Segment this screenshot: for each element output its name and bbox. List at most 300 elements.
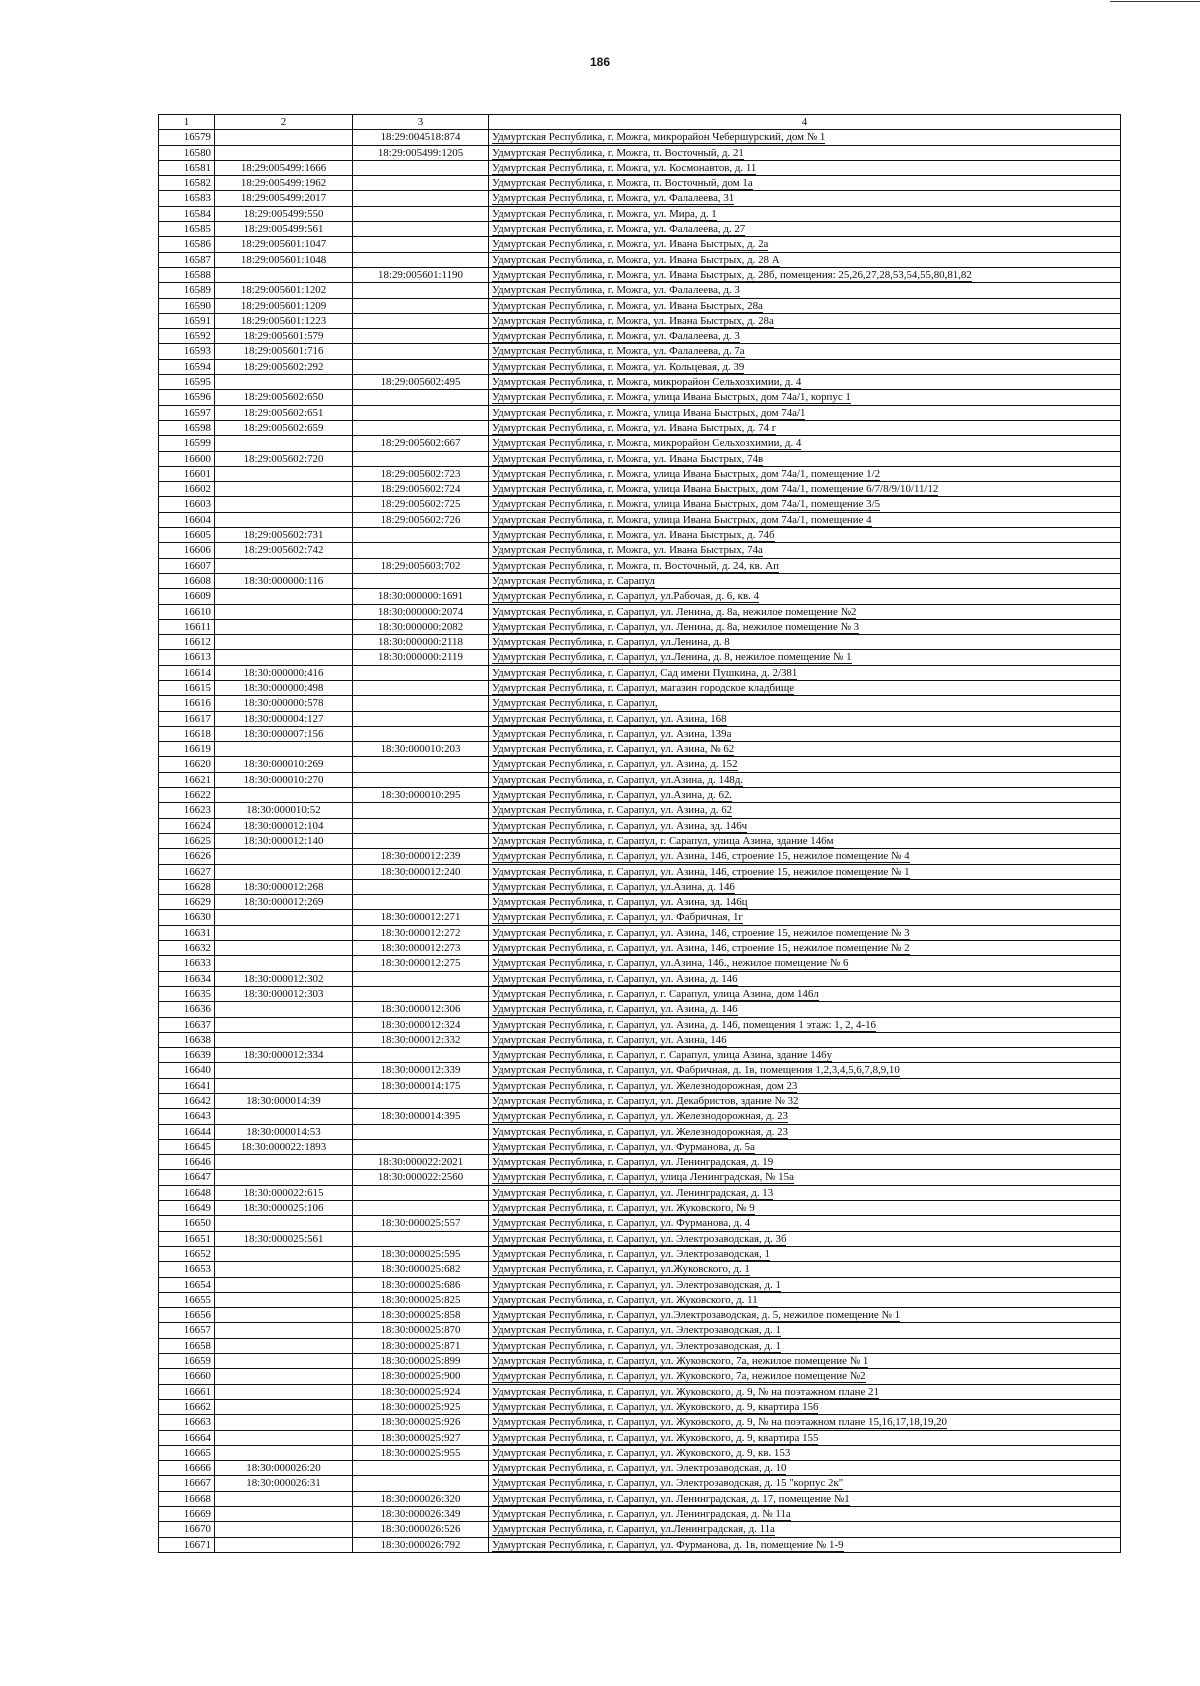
address-text: Удмуртская Республика, г. Сарапул, ул.Азина, д. 62. [492,789,733,802]
row-number-cell: 16626 [159,849,215,864]
land-cadastral-number-cell [215,635,353,650]
row-number-cell: 16648 [159,1185,215,1200]
row-number-cell: 16666 [159,1461,215,1476]
column-header: 2 [215,115,353,130]
address-text: Удмуртская Республика, г. Сарапул, ул. Электрозаводская, д. 1 [492,1278,781,1291]
land-cadastral-number-cell [215,1277,353,1292]
land-cadastral-number-cell [215,1246,353,1261]
land-cadastral-number-cell [215,1032,353,1047]
row-number-cell: 16662 [159,1399,215,1414]
address-text: Удмуртская Республика, г. Можга, п. Восточный, д. 21 [492,146,744,159]
land-cadastral-number-cell [215,497,353,512]
table-row [159,359,1121,374]
land-cadastral-number-cell: 18:29:005601:1048 [215,252,353,267]
land-cadastral-number-cell [215,788,353,803]
table-row [159,1124,1121,1139]
row-number-cell: 16635 [159,986,215,1001]
row-number-cell: 16630 [159,910,215,925]
building-cadastral-number-cell [353,680,489,695]
row-number-cell: 16618 [159,726,215,741]
land-cadastral-number-cell [215,512,353,527]
address-cell [489,298,1121,313]
address-cell [489,313,1121,328]
table-row [159,573,1121,588]
address-cell [489,405,1121,420]
address-text: Удмуртская Республика, г. Сарапул, ул. Азина, 146, строение 15, нежилое помещение № 2 [492,942,910,955]
building-cadastral-number-cell [353,895,489,910]
land-cadastral-number-cell: 18:30:000014:53 [215,1124,353,1139]
address-cell [489,803,1121,818]
address-text: Удмуртская Республика, г. Сарапул, ул.Электрозаводская, д. 5, нежилое помещение № 1 [492,1309,901,1322]
table-row [159,329,1121,344]
address-text: Удмуртская Республика, г. Сарапул, ул. Железнодорожная, дом 23 [492,1079,798,1092]
land-cadastral-number-cell [215,466,353,481]
row-number-cell: 16664 [159,1430,215,1445]
building-cadastral-number-cell: 18:30:000012:272 [353,925,489,940]
address-cell [489,512,1121,527]
address-text: Удмуртская Республика, г. Сарапул, ул. Жуковского, д. 9, кв. 153 [492,1446,791,1459]
row-number-cell: 16667 [159,1476,215,1491]
table-row [159,1491,1121,1506]
address-text: Удмуртская Республика, г. Сарапул, ул.Азина, д. 148д. [492,773,744,786]
land-cadastral-number-cell: 18:30:000000:416 [215,665,353,680]
building-cadastral-number-cell: 18:30:000012:332 [353,1032,489,1047]
address-cell [489,895,1121,910]
row-number-cell: 16596 [159,390,215,405]
row-number-cell: 16608 [159,573,215,588]
address-cell [489,237,1121,252]
row-number-cell: 16606 [159,543,215,558]
address-cell [489,1109,1121,1124]
address-cell [489,528,1121,543]
row-number-cell: 16592 [159,329,215,344]
row-number-cell: 16654 [159,1277,215,1292]
address-text: Удмуртская Республика, г. Можга, ул. Фалалеева, 31 [492,192,735,205]
address-text: Удмуртская Республика, г. Можга, ул. Фалалеева, д. 3 [492,284,740,297]
address-cell [489,619,1121,634]
address-cell [489,375,1121,390]
address-text: Удмуртская Республика, г. Сарапул, ул. Фурманова, д. 4 [492,1217,751,1230]
address-text: Удмуртская Республика, г. Сарапул, ул. Железнодорожная, д. 23 [492,1110,788,1123]
address-cell [489,971,1121,986]
table-row [159,1170,1121,1185]
land-cadastral-number-cell: 18:30:000012:334 [215,1048,353,1063]
row-number-cell: 16657 [159,1323,215,1338]
address-cell [489,757,1121,772]
land-cadastral-number-cell [215,1308,353,1323]
table-row [159,1063,1121,1078]
address-cell [489,1369,1121,1384]
building-cadastral-number-cell: 18:30:000026:526 [353,1522,489,1537]
row-number-cell: 16652 [159,1246,215,1261]
table-row [159,1415,1121,1430]
building-cadastral-number-cell: 18:30:000012:239 [353,849,489,864]
row-number-cell: 16641 [159,1078,215,1093]
table-row [159,941,1121,956]
land-cadastral-number-cell [215,1109,353,1124]
table-row [159,1476,1121,1491]
building-cadastral-number-cell [353,818,489,833]
land-cadastral-number-cell: 18:29:005602:659 [215,420,353,435]
address-cell [489,1384,1121,1399]
land-cadastral-number-cell [215,145,353,160]
row-number-cell: 16623 [159,803,215,818]
building-cadastral-number-cell: 18:30:000025:927 [353,1430,489,1445]
table-row [159,1338,1121,1353]
address-text: Удмуртская Республика, г. Сарапул, ул. Фурманова, д. 1в, помещение № 1-9 [492,1538,844,1551]
building-cadastral-number-cell [353,237,489,252]
building-cadastral-number-cell: 18:30:000025:924 [353,1384,489,1399]
land-cadastral-number-cell: 18:29:005499:561 [215,222,353,237]
table-row [159,1032,1121,1047]
table-row [159,313,1121,328]
column-header: 1 [159,115,215,130]
land-cadastral-number-cell: 18:29:005602:292 [215,359,353,374]
address-text: Удмуртская Республика, г. Сарапул, г. Сарапул, улица Азина, здание 146м [492,834,834,847]
building-cadastral-number-cell: 18:29:005602:667 [353,436,489,451]
address-cell [489,497,1121,512]
address-text: Удмуртская Республика, г. Можга, ул. Ивана Быстрых, д. 2а [492,238,769,251]
row-number-cell: 16593 [159,344,215,359]
address-text: Удмуртская Республика, г. Сарапул, ул.Ленинградская, д. 11а [492,1523,775,1536]
building-cadastral-number-cell [353,1094,489,1109]
address-cell [489,665,1121,680]
land-cadastral-number-cell: 18:30:000010:270 [215,772,353,787]
row-number-cell: 16616 [159,696,215,711]
building-cadastral-number-cell [353,772,489,787]
row-number-cell: 16595 [159,375,215,390]
address-cell [489,1476,1121,1491]
address-text: Удмуртская Республика, г. Можга, ул. Космонавтов, д. 11 [492,161,757,174]
table-row [159,803,1121,818]
row-number-cell: 16617 [159,711,215,726]
table-body [159,130,1121,1553]
table-row [159,298,1121,313]
address-text: Удмуртская Республика, г. Можга, улица Ивана Быстрых, дом 74а/1, помещение 3/5 [492,498,881,511]
building-cadastral-number-cell [353,298,489,313]
address-cell [489,130,1121,145]
building-cadastral-number-cell: 18:29:005499:1205 [353,145,489,160]
address-cell [489,359,1121,374]
table-row [159,1308,1121,1323]
land-cadastral-number-cell: 18:30:000012:268 [215,879,353,894]
address-text: Удмуртская Республика, г. Сарапул, ул. Азина, зд. 146ц [492,896,748,909]
table-row [159,206,1121,221]
building-cadastral-number-cell [353,176,489,191]
address-text: Удмуртская Республика, г. Сарапул, ул. Электрозаводская, д. 1 [492,1339,781,1352]
address-cell [489,344,1121,359]
land-cadastral-number-cell: 18:29:005499:2017 [215,191,353,206]
address-cell [489,604,1121,619]
land-cadastral-number-cell [215,910,353,925]
address-cell [489,1491,1121,1506]
table-row [159,742,1121,757]
land-cadastral-number-cell: 18:30:000025:561 [215,1231,353,1246]
table-row [159,635,1121,650]
table-row [159,1384,1121,1399]
address-cell [489,1522,1121,1537]
row-number-cell: 16632 [159,941,215,956]
row-number-cell: 16619 [159,742,215,757]
table-row [159,696,1121,711]
table-row [159,772,1121,787]
table-row [159,925,1121,940]
land-cadastral-number-cell: 18:29:005602:650 [215,390,353,405]
address-text: Удмуртская Республика, г. Сарапул, ул. Азина, д. 146 [492,972,738,985]
row-number-cell: 16621 [159,772,215,787]
address-text: Удмуртская Республика, г. Сарапул, ул. Азина, № 62 [492,743,735,756]
row-number-cell: 16583 [159,191,215,206]
land-cadastral-number-cell [215,742,353,757]
row-number-cell: 16581 [159,160,215,175]
table-row [159,466,1121,481]
row-number-cell: 16591 [159,313,215,328]
address-text: Удмуртская Республика, г. Сарапул, ул. Жуковского, 7а, нежилое помещение № 1 [492,1355,869,1368]
building-cadastral-number-cell [353,1461,489,1476]
row-number-cell: 16647 [159,1170,215,1185]
address-cell [489,1139,1121,1154]
address-text: Удмуртская Республика, г. Сарапул, ул. Ленинградская, д. 13 [492,1186,774,1199]
building-cadastral-number-cell: 18:30:000000:2118 [353,635,489,650]
land-cadastral-number-cell: 18:29:005602:742 [215,543,353,558]
table-row [159,558,1121,573]
address-text: Удмуртская Республика, г. Сарапул, ул.Азина, д. 146 [492,880,735,893]
table-row [159,971,1121,986]
row-number-cell: 16633 [159,956,215,971]
building-cadastral-number-cell [353,160,489,175]
row-number-cell: 16663 [159,1415,215,1430]
row-number-cell: 16586 [159,237,215,252]
registry-table [158,114,1121,1553]
table-row [159,1292,1121,1307]
address-cell [489,1399,1121,1414]
table-row [159,619,1121,634]
table-row [159,1185,1121,1200]
table-row [159,1002,1121,1017]
address-text: Удмуртская Республика, г. Можга, улица Ивана Быстрых, дом 74а/1 [492,406,806,419]
building-cadastral-number-cell: 18:29:005601:1190 [353,267,489,282]
building-cadastral-number-cell: 18:30:000000:2074 [353,604,489,619]
address-cell [489,1201,1121,1216]
row-number-cell: 16588 [159,267,215,282]
land-cadastral-number-cell [215,1522,353,1537]
table-row [159,1277,1121,1292]
address-text: Удмуртская Республика, г. Сарапул, ул.Азина, 146., нежилое помещение № 6 [492,957,849,970]
building-cadastral-number-cell [353,543,489,558]
address-cell [489,833,1121,848]
address-cell [489,1048,1121,1063]
land-cadastral-number-cell [215,436,353,451]
address-cell [489,680,1121,695]
table-row [159,528,1121,543]
address-text: Удмуртская Республика, г. Сарапул, ул. Фабричная, 1г [492,911,743,924]
address-text: Удмуртская Республика, г. Сарапул, ул. Жуковского, д. 11 [492,1293,758,1306]
row-number-cell: 16656 [159,1308,215,1323]
address-cell [489,543,1121,558]
building-cadastral-number-cell [353,1201,489,1216]
building-cadastral-number-cell: 18:29:005602:723 [353,466,489,481]
address-text: Удмуртская Республика, г. Можга, микрорайон Сельхозхимии, д. 4 [492,376,802,389]
table-row [159,160,1121,175]
building-cadastral-number-cell: 18:29:005602:726 [353,512,489,527]
address-cell [489,1277,1121,1292]
building-cadastral-number-cell [353,726,489,741]
table-row [159,1354,1121,1369]
address-cell [489,1124,1121,1139]
row-number-cell: 16604 [159,512,215,527]
building-cadastral-number-cell: 18:30:000012:324 [353,1017,489,1032]
address-text: Удмуртская Республика, г. Сарапул, магазин городское кладбище [492,681,795,694]
land-cadastral-number-cell [215,604,353,619]
land-cadastral-number-cell: 18:30:000000:498 [215,680,353,695]
table-row [159,1139,1121,1154]
building-cadastral-number-cell: 18:30:000025:925 [353,1399,489,1414]
land-cadastral-number-cell [215,941,353,956]
table-row [159,879,1121,894]
building-cadastral-number-cell [353,833,489,848]
table-row [159,1246,1121,1261]
address-cell [489,879,1121,894]
row-number-cell: 16594 [159,359,215,374]
row-number-cell: 16601 [159,466,215,481]
row-number-cell: 16612 [159,635,215,650]
row-number-cell: 16637 [159,1017,215,1032]
table-row [159,1216,1121,1231]
land-cadastral-number-cell: 18:29:005601:716 [215,344,353,359]
land-cadastral-number-cell [215,130,353,145]
table-row [159,833,1121,848]
row-number-cell: 16598 [159,420,215,435]
table-row [159,1231,1121,1246]
address-cell [489,849,1121,864]
address-cell [489,1155,1121,1170]
land-cadastral-number-cell: 18:30:000026:31 [215,1476,353,1491]
address-cell [489,252,1121,267]
building-cadastral-number-cell: 18:29:005603:702 [353,558,489,573]
building-cadastral-number-cell [353,1124,489,1139]
table-row [159,222,1121,237]
row-number-cell: 16638 [159,1032,215,1047]
row-number-cell: 16611 [159,619,215,634]
address-text: Удмуртская Республика, г. Сарапул, ул.Ленина, д. 8 [492,636,730,649]
row-number-cell: 16609 [159,589,215,604]
land-cadastral-number-cell [215,589,353,604]
land-cadastral-number-cell: 18:30:000007:156 [215,726,353,741]
table-row [159,680,1121,695]
table-row [159,1445,1121,1460]
address-text: Удмуртская Республика, г. Можга, ул. Мира, д. 1 [492,207,717,220]
building-cadastral-number-cell [353,222,489,237]
building-cadastral-number-cell: 18:30:000012:273 [353,941,489,956]
building-cadastral-number-cell [353,665,489,680]
building-cadastral-number-cell [353,1185,489,1200]
row-number-cell: 16629 [159,895,215,910]
address-cell [489,788,1121,803]
building-cadastral-number-cell: 18:30:000014:175 [353,1078,489,1093]
address-cell [489,1323,1121,1338]
table-row [159,956,1121,971]
address-text: Удмуртская Республика, г. Сарапул, ул. Азина, 139а [492,727,732,740]
row-number-cell: 16643 [159,1109,215,1124]
land-cadastral-number-cell: 18:30:000012:140 [215,833,353,848]
address-text: Удмуртская Республика, г. Сарапул, ул. Электрозаводская, 1 [492,1247,770,1260]
row-number-cell: 16665 [159,1445,215,1460]
address-cell [489,1308,1121,1323]
building-cadastral-number-cell [353,971,489,986]
address-cell [489,650,1121,665]
row-number-cell: 16587 [159,252,215,267]
land-cadastral-number-cell [215,482,353,497]
address-cell [489,772,1121,787]
row-number-cell: 16613 [159,650,215,665]
address-cell [489,329,1121,344]
row-number-cell: 16669 [159,1507,215,1522]
row-number-cell: 16659 [159,1354,215,1369]
address-cell [489,589,1121,604]
address-text: Удмуртская Республика, г. Сарапул, ул. Электрозаводская, д. 15 "корпус 2к" [492,1477,844,1490]
address-text: Удмуртская Республика, г. Можга, ул. Ивана Быстрых, 74в [492,452,764,465]
address-cell [489,910,1121,925]
row-number-cell: 16653 [159,1262,215,1277]
table-row [159,1369,1121,1384]
land-cadastral-number-cell: 18:30:000012:303 [215,986,353,1001]
land-cadastral-number-cell [215,1338,353,1353]
table-row [159,420,1121,435]
address-text: Удмуртская Республика, г. Сарапул, ул. Ленинградская, д. 17, помещение №1 [492,1492,850,1505]
address-text: Удмуртская Республика, г. Можга, п. Восточный, д. 24, кв. Ап [492,559,779,572]
building-cadastral-number-cell [353,313,489,328]
land-cadastral-number-cell [215,849,353,864]
table-row [159,512,1121,527]
row-number-cell: 16599 [159,436,215,451]
row-number-cell: 16627 [159,864,215,879]
building-cadastral-number-cell: 18:30:000025:870 [353,1323,489,1338]
address-text: Удмуртская Республика, г. Сарапул, ул. Электрозаводская, д. 10 [492,1462,787,1475]
row-number-cell: 16589 [159,283,215,298]
building-cadastral-number-cell [353,390,489,405]
row-number-cell: 16634 [159,971,215,986]
table-row [159,1323,1121,1338]
table-row [159,237,1121,252]
row-number-cell: 16602 [159,482,215,497]
address-text: Удмуртская Республика, г. Сарапул, ул. Железнодорожная, д. 23 [492,1125,788,1138]
table-row [159,436,1121,451]
building-cadastral-number-cell [353,451,489,466]
table-row [159,405,1121,420]
table-row [159,818,1121,833]
land-cadastral-number-cell [215,956,353,971]
address-text: Удмуртская Республика, г. Можга, улица Ивана Быстрых, дом 74а/1, корпус 1 [492,391,851,404]
address-cell [489,742,1121,757]
building-cadastral-number-cell: 18:30:000012:271 [353,910,489,925]
address-text: Удмуртская Республика, г. Сарапул, ул. Ленина, д. 8а, нежилое помещение № 3 [492,620,860,633]
page-number: 186 [589,55,611,69]
land-cadastral-number-cell [215,650,353,665]
building-cadastral-number-cell: 18:29:005602:495 [353,375,489,390]
land-cadastral-number-cell [215,1430,353,1445]
building-cadastral-number-cell: 18:30:000025:900 [353,1369,489,1384]
row-number-cell: 16642 [159,1094,215,1109]
land-cadastral-number-cell: 18:29:005602:651 [215,405,353,420]
land-cadastral-number-cell [215,1216,353,1231]
land-cadastral-number-cell [215,1445,353,1460]
land-cadastral-number-cell: 18:29:005601:1209 [215,298,353,313]
building-cadastral-number-cell [353,573,489,588]
building-cadastral-number-cell: 18:30:000012:306 [353,1002,489,1017]
table-row [159,283,1121,298]
row-number-cell: 16636 [159,1002,215,1017]
address-text: Удмуртская Республика, г. Сарапул, ул. Жуковского, д. 9, квартира 155 [492,1431,819,1444]
